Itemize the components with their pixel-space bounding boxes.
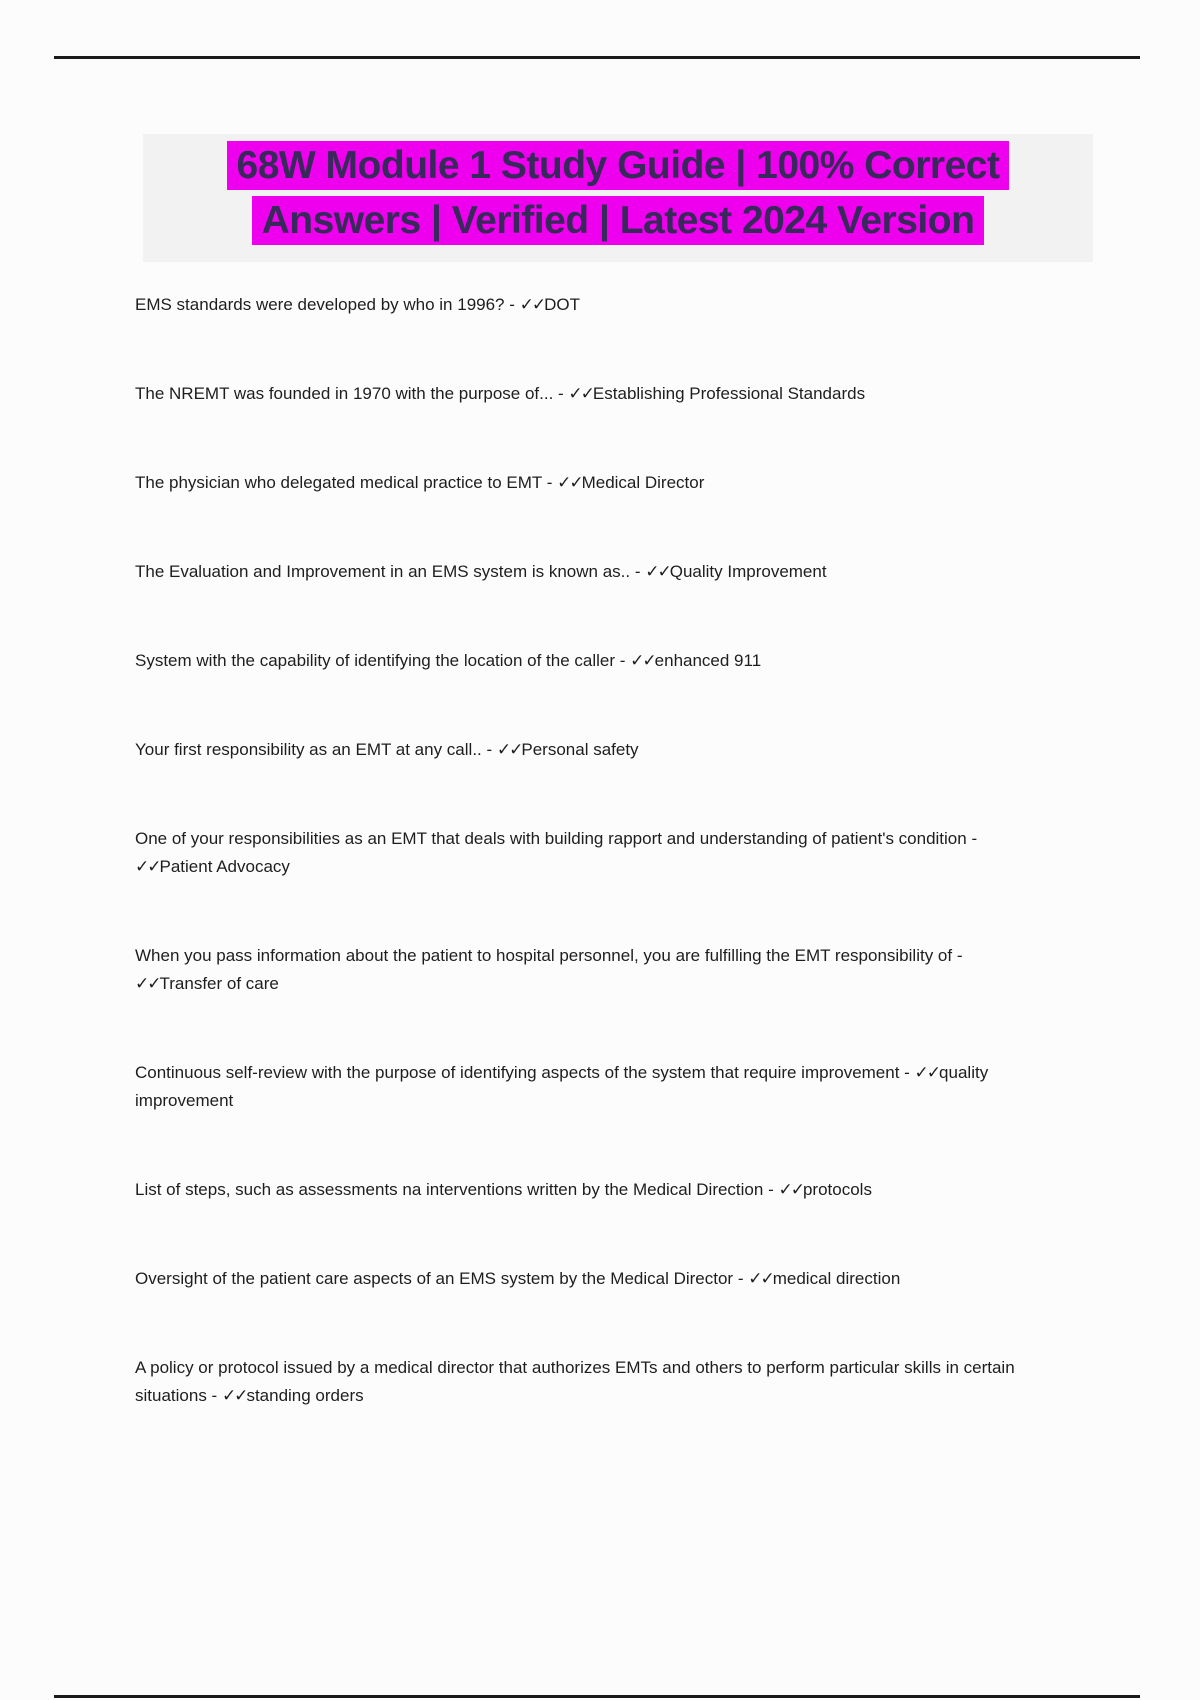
- qa-answer: Quality Improvement: [669, 562, 827, 581]
- qa-separator: -: [630, 562, 646, 581]
- qa-answer: medical direction: [772, 1269, 901, 1288]
- qa-question: Your first responsibility as an EMT at any call..: [135, 740, 482, 759]
- qa-item: [135, 736, 1040, 764]
- qa-item: [135, 942, 1040, 998]
- qa-answer: standing orders: [246, 1386, 364, 1405]
- checkmark-icons: ✓✓: [778, 1180, 803, 1199]
- qa-list: [135, 291, 1040, 1471]
- qa-question: EMS standards were developed by who in 1996?: [135, 295, 505, 314]
- qa-answer: Establishing Professional Standards: [592, 384, 866, 403]
- qa-item: [135, 825, 1040, 881]
- qa-item: [135, 1354, 1040, 1410]
- qa-answer: protocols: [802, 1180, 872, 1199]
- qa-answer: Transfer of care: [159, 974, 279, 993]
- qa-separator: -: [504, 295, 520, 314]
- checkmark-icons: ✓✓: [645, 562, 670, 581]
- qa-separator: -: [952, 946, 963, 965]
- checkmark-icons: ✓✓: [221, 1386, 247, 1405]
- qa-answer: enhanced 911: [654, 651, 762, 670]
- qa-answer: DOT: [544, 295, 581, 314]
- qa-separator: -: [733, 1269, 749, 1288]
- qa-item: [135, 647, 1040, 675]
- qa-question: Oversight of the patient care aspects of an EMS system by the Medical Director: [135, 1269, 734, 1288]
- qa-separator: -: [899, 1063, 915, 1082]
- qa-answer: Medical Director: [581, 473, 705, 492]
- qa-separator: -: [615, 651, 631, 670]
- qa-separator: -: [541, 473, 558, 492]
- qa-separator: -: [763, 1180, 779, 1199]
- qa-question: The Evaluation and Improvement in an EMS system is known as..: [135, 562, 631, 581]
- checkmark-icons: ✓✓: [557, 473, 582, 492]
- qa-item: [135, 1176, 1040, 1204]
- checkmark-icons: ✓✓: [914, 1063, 940, 1082]
- qa-question: One of your responsibilities as an EMT that deals with building rapport and understanding of patient's condition: [135, 829, 967, 848]
- qa-item: [135, 291, 1040, 319]
- qa-separator: -: [553, 384, 569, 403]
- qa-separator: -: [481, 740, 497, 759]
- qa-answer: Patient Advocacy: [159, 857, 290, 876]
- qa-question: Continuous self-review with the purpose of identifying aspects of the system that require improvement: [135, 1063, 900, 1082]
- qa-separator: -: [206, 1386, 222, 1405]
- checkmark-icons: ✓✓: [135, 974, 160, 993]
- document-title-line2: Answers | Verified | Latest 2024 Version: [252, 196, 985, 245]
- title-block: [143, 134, 1093, 262]
- qa-item: [135, 380, 1040, 408]
- qa-question: The NREMT was founded in 1970 with the purpose of...: [135, 384, 554, 403]
- document-title-line1: 68W Module 1 Study Guide | 100% Correct: [227, 141, 1010, 190]
- qa-answer: Personal safety: [521, 740, 639, 759]
- qa-item: [135, 558, 1040, 586]
- qa-question: The physician who delegated medical practice to EMT: [135, 473, 542, 492]
- qa-item: [135, 469, 1040, 497]
- qa-item: [135, 1265, 1040, 1293]
- qa-separator: -: [966, 829, 978, 848]
- checkmark-icons: ✓✓: [135, 857, 160, 876]
- checkmark-icons: ✓✓: [496, 740, 522, 759]
- top-border-line: [54, 56, 1140, 59]
- bottom-border-line: [54, 1695, 1140, 1698]
- qa-question: A policy or protocol issued by a medical director that authorizes EMTs and others to perform particular skills in certain situations: [135, 1358, 1015, 1405]
- qa-question: System with the capability of identifying the location of the caller: [135, 651, 616, 670]
- qa-item: [135, 1059, 1040, 1115]
- checkmark-icons: ✓✓: [748, 1269, 773, 1288]
- qa-question: List of steps, such as assessments na interventions written by the Medical Direction: [135, 1180, 764, 1199]
- qa-answer: quality improvement: [135, 1063, 989, 1110]
- checkmark-icons: ✓✓: [630, 651, 655, 670]
- checkmark-icons: ✓✓: [519, 295, 545, 314]
- qa-question: When you pass information about the patient to hospital personnel, you are fulfilling the EMT responsibility of: [135, 946, 953, 965]
- checkmark-icons: ✓✓: [568, 384, 593, 403]
